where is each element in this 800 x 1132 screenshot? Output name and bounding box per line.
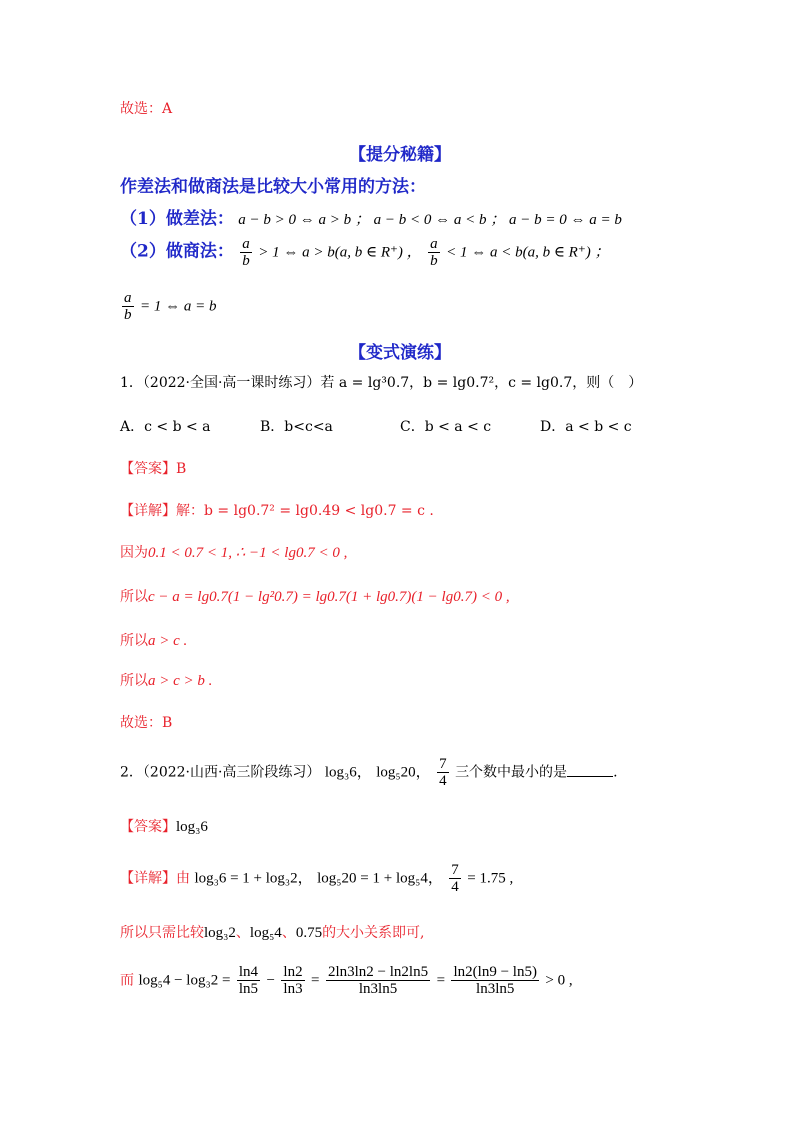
tips-quot-label: （2）做商法：	[120, 241, 234, 262]
fraction: $\frac{\ln 2(\ln 9 - \ln 5)}{\ln 3\ln 5}$	[453, 964, 537, 997]
answer-blank	[567, 764, 613, 777]
tips-quot-row	[120, 236, 610, 269]
q2-final: 而 log₅4 − log₃2 = $\frac{\ln 4}{\ln 5}$ − $\frac{\ln 2}{\ln 3}$ = $\frac{2\ln 3\ln 2 - \ln 2\ln 5}{\ln 3\ln 5}$ = $\frac{\ln 2(\ln 9 - \ln 5)}{\ln 3\ln 5}$ > 0 ,	[120, 964, 573, 997]
tips-title: 【提分秘籍】	[349, 145, 451, 165]
tips-diff-formula: a − b > 0 ⇔ a > b ； a − b < 0 ⇔ a < b ； a − b = 0 ⇔ a = b	[238, 212, 622, 228]
answer-label: 【答案】	[120, 819, 176, 835]
fraction: $\frac{2\ln 3\ln 2 - \ln 2\ln 5}{\ln 3\ln 5}$	[327, 964, 429, 997]
answer-value: B	[176, 461, 187, 477]
tips-diff-row	[120, 204, 622, 229]
q1-step-2: 所以c − a = lg0.7(1 − lg²0.7) = lg0.7(1 + lg0.7)(1 − lg0.7) < 0 ,	[120, 589, 510, 605]
q1-step-1: 因为0.1 < 0.7 < 1, ∴ −1 < lg0.7 < 0 ,	[120, 545, 348, 561]
fraction: $\frac{\ln 4}{\ln 5}$	[238, 964, 259, 997]
q1-option-a: A．c < b < a	[120, 419, 211, 435]
fraction: $\frac{\ln 2}{\ln 3}$	[283, 964, 303, 997]
q2-compare: 所以只需比较log₃2、log₅4、0.75的大小关系即可,	[120, 925, 425, 941]
detail-label: 【详解】	[120, 503, 176, 519]
answer-label: 【答案】	[120, 461, 176, 477]
answer-value: log₃6	[176, 819, 208, 835]
q1-option-c: C．b < a < c	[400, 419, 492, 435]
tips-quot-formula-3: = 1 ⇔ a = b	[139, 298, 217, 315]
q1-option-d: D．a < b < c	[540, 419, 632, 435]
fraction-seven-fourths: $\frac{7}{4}$	[439, 756, 447, 789]
practice-title: 【变式演练】	[349, 343, 451, 363]
q1-step-4: 所以a > c > b .	[120, 673, 213, 689]
tips-quot-row-2	[120, 290, 216, 323]
q2-stem: 2．（2022·山西·高三阶段练习） log₃6， log₅20， $\frac{7}{4}$ 三个数中最小的是 .	[120, 756, 618, 789]
q1-detail	[120, 500, 434, 520]
q1-answer	[120, 458, 186, 478]
detail-text: 解：b = lg0.7² = lg0.49 < lg0.7 = c .	[176, 503, 434, 519]
tips-diff-label: （1）做差法：	[120, 209, 234, 229]
q2-detail: 【详解】由 log₃6 = 1 + log₃2， log₅20 = 1 + log₅4， $\frac{7}{4}$ = 1.75 ,	[120, 862, 514, 895]
fraction-seven-fourths: $\frac{7}{4}$	[451, 862, 459, 895]
q1-conclusion: 故选：B	[120, 715, 173, 731]
q1-step-3: 所以a > c .	[120, 633, 188, 649]
fraction-a-over-b: $\frac{a}{b}$	[430, 236, 438, 269]
q1-stem: 1．（2022·全国·高一课时练习）若 a = lg³0.7，b = lg0.7²，c = lg0.7，则（ ）	[120, 375, 643, 391]
fraction-a-over-b: $\frac{a}{b}$	[124, 290, 132, 323]
q1-option-b: B．b<c<a	[260, 419, 333, 435]
tips-intro: 作差法和做商法是比较大小常用的方法：	[120, 177, 426, 197]
q2-answer	[120, 816, 208, 836]
fraction-a-over-b: $\frac{a}{b}$	[242, 236, 250, 269]
tips-quot-formula-1: > 1 ⇔ a > b(a, b ∈ R⁺) ，	[258, 244, 422, 261]
top-answer: 故选：A	[120, 101, 173, 117]
tips-quot-formula-2: < 1 ⇔ a < b(a, b ∈ R⁺) ；	[446, 244, 610, 261]
